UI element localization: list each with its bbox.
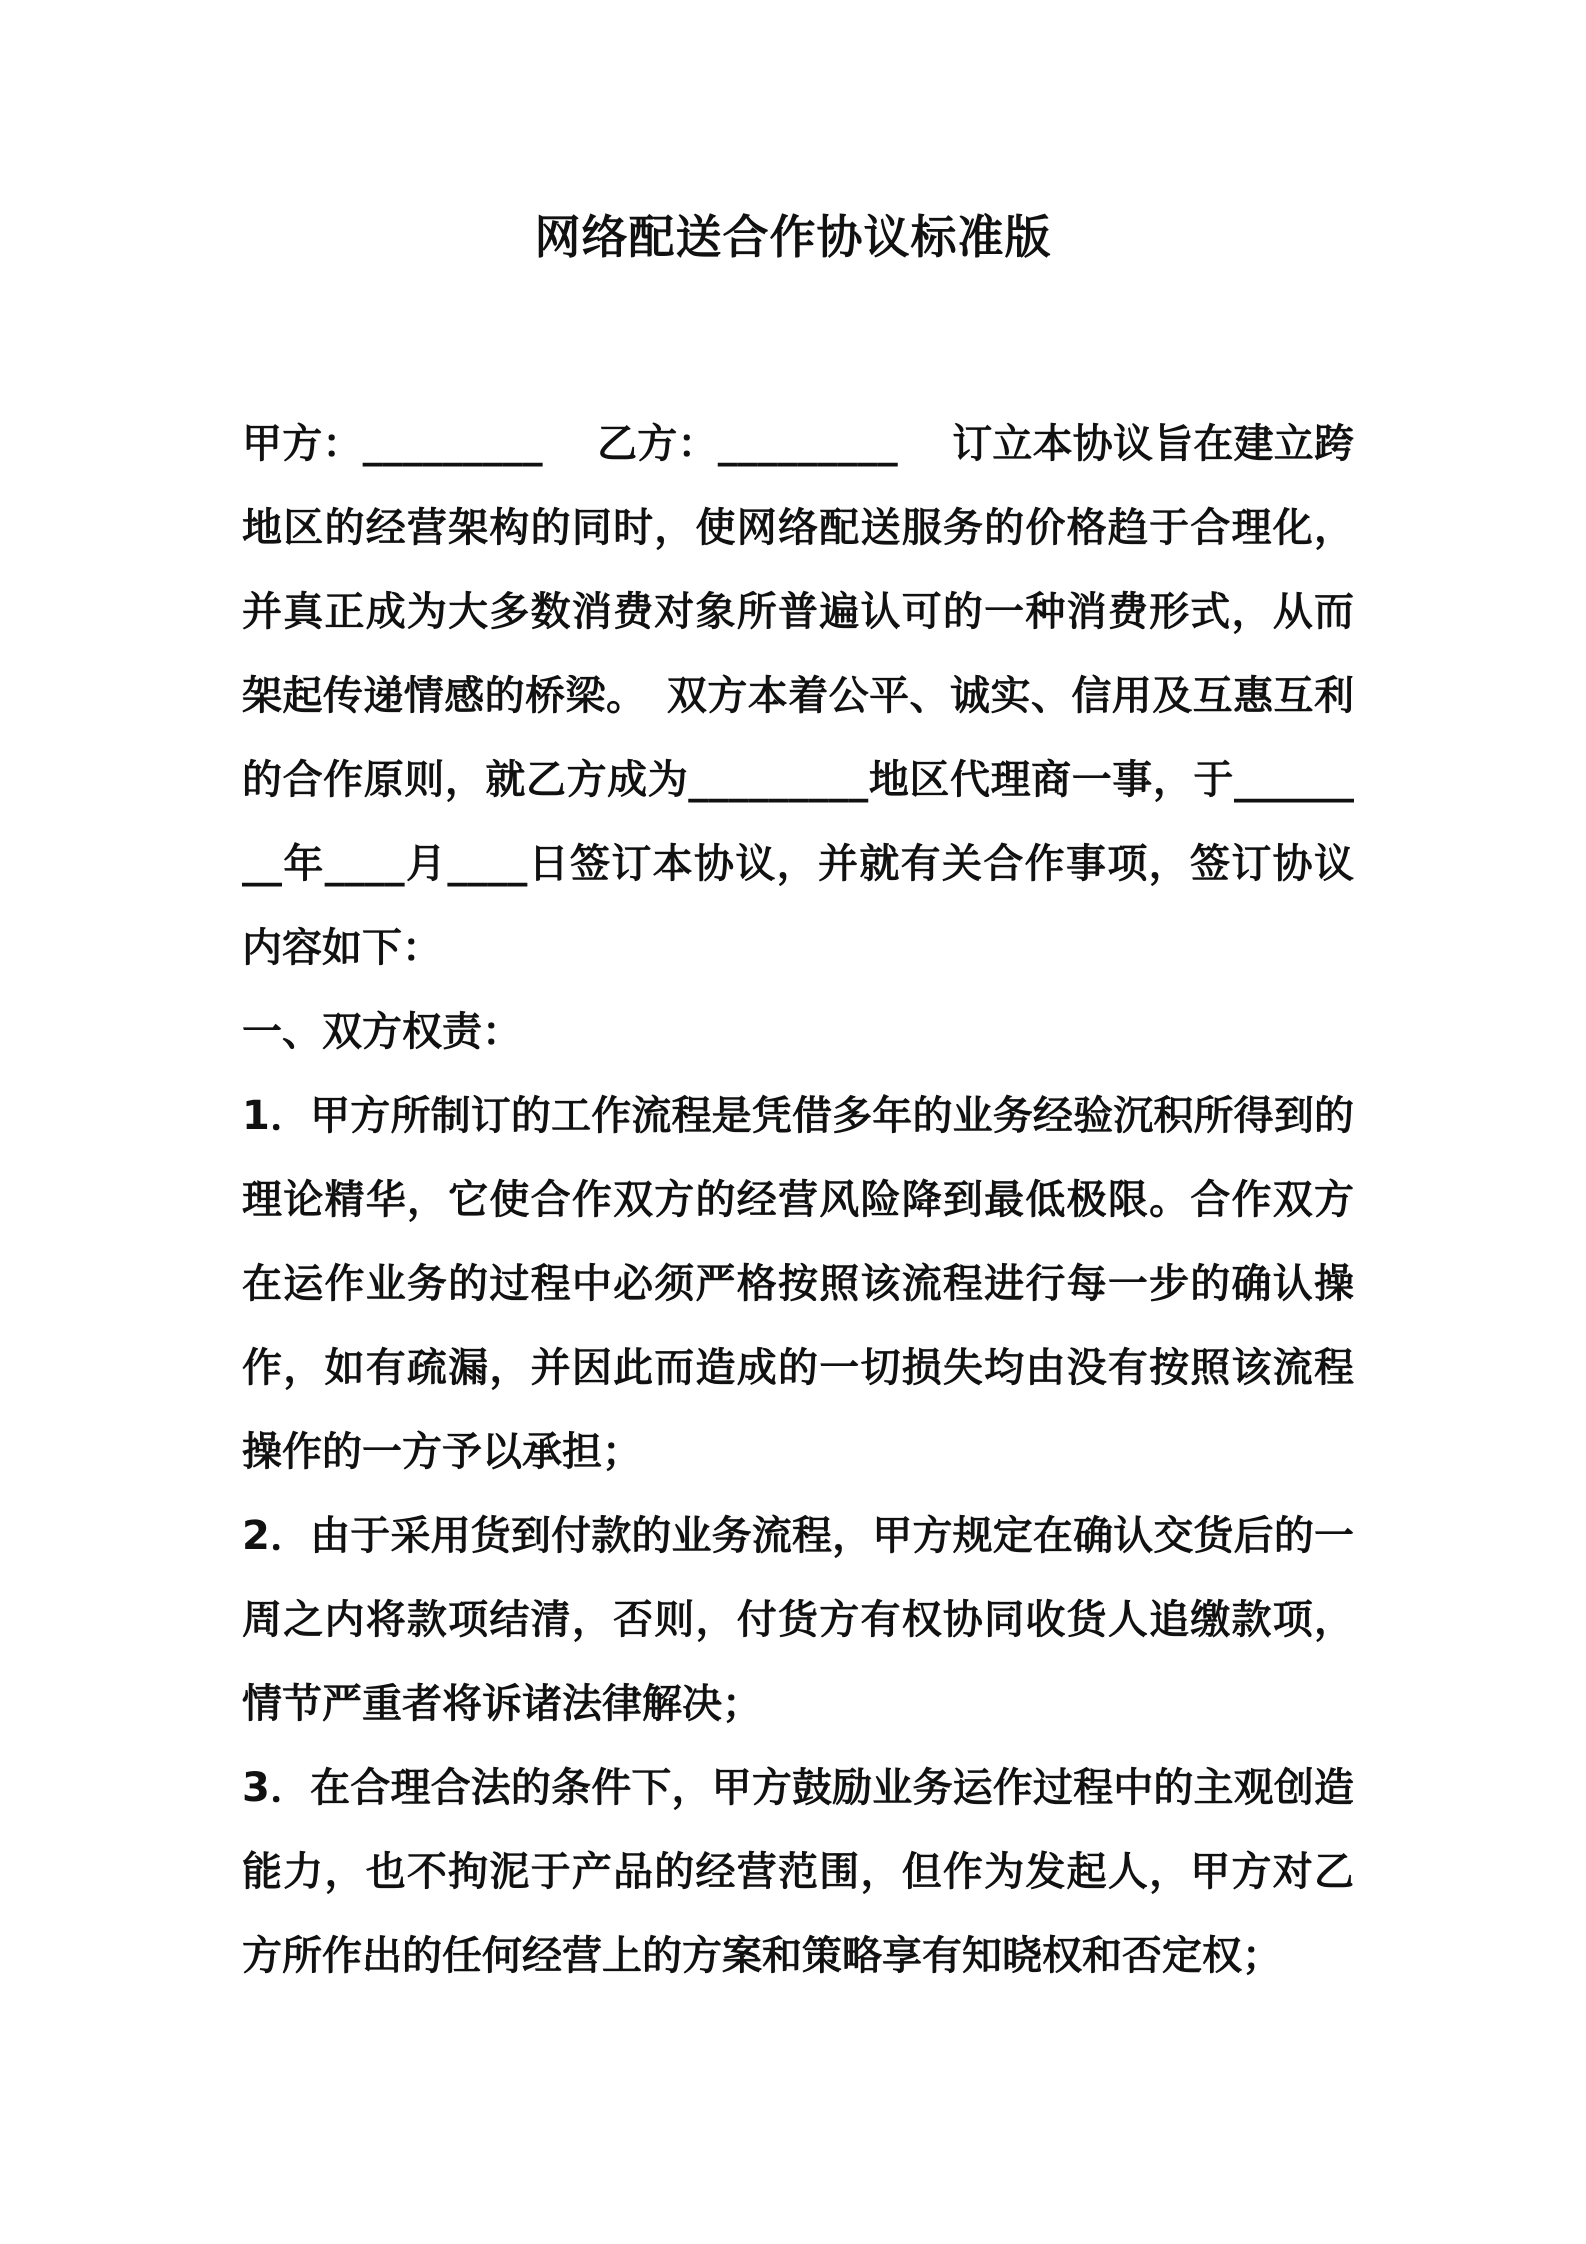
clause-1: 1．甲方所制订的工作流程是凭借多年的业务经验沉积所得到的理论精华，它使合作双方的经营风险降到最低极限。合作双方在运作业务的过程中必须严格按照该流程进行每一步的确认操作，如有疏漏，并因此而造成的一切损失均由没有按照该流程操作的一方予以承担； [242, 1093, 1354, 1475]
clause-3: 3．在合理合法的条件下，甲方鼓励业务运作过程中的主观创造能力，也不拘泥于产品的经营范围，但作为发起人，甲方对乙方所作出的任何经营上的方案和策略享有知晓权和否定权； [242, 1765, 1354, 1979]
document-body [242, 402, 1354, 1998]
section-heading: 一、双方权责： [242, 1009, 522, 1055]
clause-2: 2．由于采用货到付款的业务流程，甲方规定在确认交货后的一周之内将款项结清，否则，付货方有权协同收货人追缴款项，情节严重者将诉诸法律解决； [242, 1513, 1354, 1727]
document-title: 网络配送合作协议标准版 [534, 210, 1052, 264]
intro-paragraph: 甲方：_________ 乙方：_________ 订立本协议旨在建立跨地区的经营架构的同时，使网络配送服务的价格趋于合理化，并真正成为大多数消费对象所普遍认可的一种消费形式，从而架起传递情感的桥梁。 双方本着公平、诚实、信用及互惠互利的合作原则，就乙方成为_________地区代理商一事，于________年____月____日签订本协议，并就有关合作事项，签订协议内容如下： [242, 421, 1354, 971]
